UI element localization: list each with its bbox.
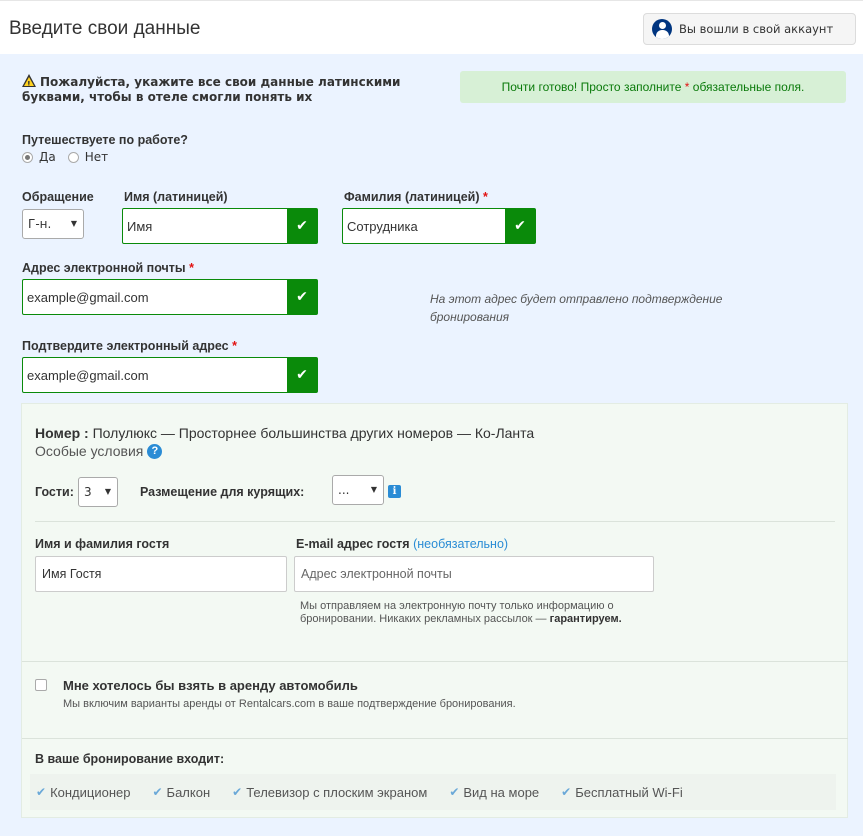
business-travel-radio-group: [22, 150, 120, 164]
amenity-label: Кондиционер: [50, 784, 131, 800]
question-icon[interactable]: ?: [147, 444, 162, 459]
radio-yes-control[interactable]: [22, 152, 33, 163]
smoking-label: Размещение для курящих:: [140, 485, 305, 499]
last-name-label: [344, 190, 488, 204]
account-button[interactable]: [643, 13, 856, 45]
warning-icon: [22, 74, 36, 87]
required-asterisk: *: [232, 339, 237, 353]
special-conditions-link[interactable]: Особые условия: [35, 443, 144, 459]
last-name-field[interactable]: [342, 208, 536, 244]
guests-label: Гости:: [35, 485, 74, 499]
chevron-down-icon: ▼: [70, 219, 77, 228]
guest-email-field[interactable]: [294, 556, 654, 592]
confirm-email-label: [22, 339, 237, 353]
guest-name-field[interactable]: [35, 556, 287, 592]
divider: [22, 661, 848, 662]
radio-no-control[interactable]: [68, 152, 79, 163]
includes-title: В ваше бронирование входит:: [35, 752, 225, 766]
amenity-label: Бесплатный Wi-Fi: [575, 784, 683, 800]
amenity-label: Телевизор с плоским экраном: [246, 784, 428, 800]
radio-yes-label: Да: [39, 150, 56, 164]
latin-notice: [22, 74, 422, 105]
room-title: [35, 425, 534, 441]
first-name-input[interactable]: [123, 209, 283, 243]
amenity-item: [449, 785, 539, 800]
user-icon: [652, 19, 672, 39]
info-icon[interactable]: i: [388, 485, 401, 498]
confirm-email-label-text: Подтвердите электронный адрес: [22, 339, 229, 353]
first-name-label: Имя (латиницей): [124, 190, 228, 204]
first-name-field[interactable]: [122, 208, 318, 244]
account-label: Вы вошли в свой аккаунт: [679, 22, 834, 36]
header: [0, 0, 863, 54]
checkmark-icon: ✔: [449, 785, 460, 799]
guarantee-text: гарантируем.: [549, 613, 622, 625]
amenity-item: [36, 785, 130, 800]
guest-email-input[interactable]: [295, 557, 653, 591]
radio-no-label: Нет: [84, 150, 109, 164]
chevron-down-icon: ▼: [104, 487, 111, 496]
amenity-label: Балкон: [166, 784, 211, 800]
radio-yes[interactable]: [22, 150, 56, 164]
special-conditions[interactable]: [35, 443, 162, 459]
last-name-input[interactable]: [343, 209, 501, 243]
car-rental-checkbox[interactable]: [35, 679, 47, 691]
amenities-list: [30, 774, 836, 810]
room-description: Полулюкс — Просторнее большинства других номеров — Ко-Ланта: [88, 425, 535, 441]
salutation-value: Г-н.: [28, 217, 52, 231]
car-rental-subtitle: Мы включим варианты аренды от Rentalcars.com в ваше подтверждение бронирования.: [63, 698, 516, 710]
chevron-down-icon: ▼: [370, 485, 377, 494]
check-icon: ✔: [505, 209, 535, 243]
confirm-email-input[interactable]: [23, 358, 283, 392]
page-title: Введите свои данные: [9, 18, 201, 39]
check-icon: ✔: [287, 280, 317, 314]
checkmark-icon: ✔: [232, 785, 243, 799]
email-label: [22, 261, 194, 275]
banner-text-end: обязательные поля.: [692, 80, 805, 94]
guests-select[interactable]: [78, 477, 118, 507]
almost-done-banner: [460, 71, 846, 103]
guest-email-note: [300, 600, 650, 626]
checkmark-icon: ✔: [152, 785, 163, 799]
salutation-label: Обращение: [22, 190, 94, 204]
required-asterisk: *: [483, 190, 488, 204]
guest-email-note-text: Мы отправляем на электронную почту только информацию о бронировании. Никаких рекламных рассылок —: [300, 600, 614, 625]
guests-value: 3: [84, 485, 92, 499]
amenity-item: [152, 785, 210, 800]
confirm-email-field[interactable]: [22, 357, 318, 393]
car-rental-title[interactable]: Мне хотелось бы взять в аренду автомобиль: [63, 678, 358, 693]
amenity-item: [232, 785, 427, 800]
checkmark-icon: ✔: [36, 785, 47, 799]
divider: [22, 738, 848, 739]
room-label: Номер :: [35, 425, 89, 441]
email-hint: На этот адрес будет отправлено подтверждение бронирования: [430, 292, 723, 324]
guest-name-input[interactable]: [36, 557, 286, 591]
optional-tag: (необязательно): [413, 537, 509, 551]
email-input[interactable]: [23, 280, 283, 314]
email-label-text: Адрес электронной почты: [22, 261, 186, 275]
amenity-item: [561, 785, 683, 800]
latin-notice-text: Пожалуйста, укажите все свои данные латинскими буквами, чтобы в отеле смогли понять их: [22, 75, 401, 104]
checkmark-icon: ✔: [561, 785, 572, 799]
check-icon: ✔: [287, 358, 317, 392]
smoking-select[interactable]: [332, 475, 384, 505]
divider: [35, 521, 835, 522]
salutation-select[interactable]: [22, 209, 84, 239]
guest-email-label-text: E-mail адрес гостя: [296, 537, 410, 551]
email-field[interactable]: [22, 279, 318, 315]
required-asterisk: *: [189, 261, 194, 275]
banner-text: Почти готово! Просто заполните: [501, 80, 682, 94]
amenity-label: Вид на море: [463, 784, 540, 800]
guest-email-label: [296, 537, 508, 551]
guest-name-label: Имя и фамилия гостя: [35, 537, 170, 551]
smoking-value: ...: [338, 483, 350, 497]
radio-no[interactable]: [68, 150, 108, 164]
business-travel-label: Путешествуете по работе?: [22, 133, 188, 147]
required-asterisk: *: [684, 80, 690, 94]
check-icon: ✔: [287, 209, 317, 243]
last-name-label-text: Фамилия (латиницей): [344, 190, 480, 204]
